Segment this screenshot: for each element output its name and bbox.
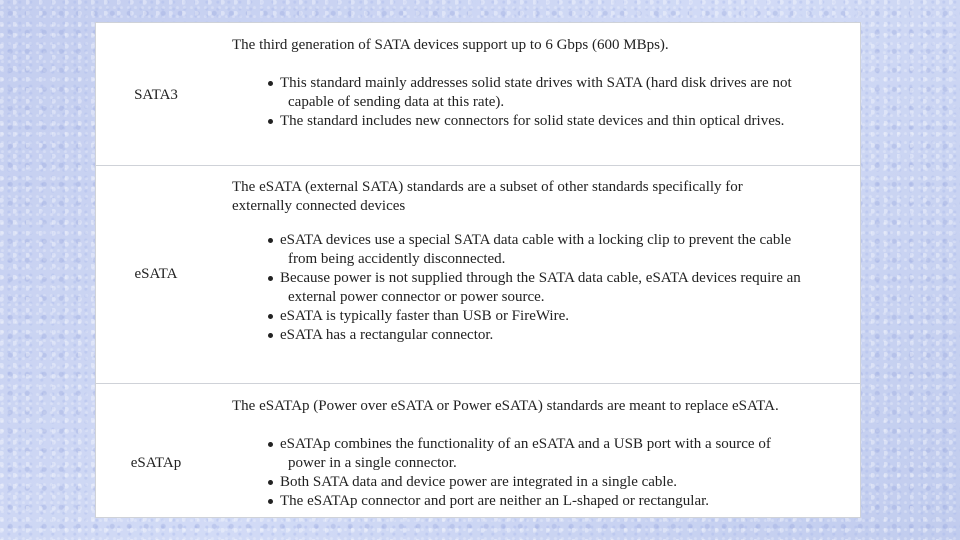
list-item: eSATA is typically faster than USB or FireWire. xyxy=(232,307,840,326)
list-item: Both SATA data and device power are integrated in a single cable. xyxy=(232,473,840,492)
list-item: eSATA devices use a special SATA data cable with a locking clip to prevent the cable from being accidently disconnected. xyxy=(232,231,840,269)
list-item: Because power is not supplied through the SATA data cable, eSATA devices require an external power connector or power source. xyxy=(232,269,840,307)
list-item: eSATA has a rectangular connector. xyxy=(232,326,840,345)
row-name-cell: eSATA xyxy=(134,266,178,282)
bullet-list xyxy=(232,435,840,511)
list-item: eSATAp combines the functionality of an eSATA and a USB port with a source of power in a single connector. xyxy=(232,435,840,473)
sata-standards-table xyxy=(95,22,861,518)
list-item: The standard includes new connectors for solid state devices and thin optical drives. xyxy=(232,112,840,131)
table-row-esata xyxy=(96,166,860,384)
table-row-sata3 xyxy=(96,23,860,166)
list-item: This standard mainly addresses solid state drives with SATA (hard disk drives are not capable of sending data at this rate). xyxy=(232,74,840,112)
description-cell xyxy=(232,178,840,345)
row-name-cell: eSATAp xyxy=(130,455,182,471)
row-intro-text: The eSATAp (Power over eSATA or Power eSATA) standards are meant to replace eSATA. xyxy=(232,398,779,414)
bullet-list xyxy=(232,231,840,345)
list-item: The eSATAp connector and port are neither an L-shaped or rectangular. xyxy=(232,492,840,511)
row-intro-text: The third generation of SATA devices support up to 6 Gbps (600 MBps). xyxy=(232,37,669,53)
description-cell xyxy=(232,397,840,511)
table-row-esatap xyxy=(96,384,860,518)
row-intro-text: The eSATA (external SATA) standards are a subset of other standards specifically for externally connected devices xyxy=(232,179,743,214)
bullet-list xyxy=(232,74,840,131)
description-cell xyxy=(232,36,840,131)
row-name-cell: SATA3 xyxy=(134,87,178,103)
